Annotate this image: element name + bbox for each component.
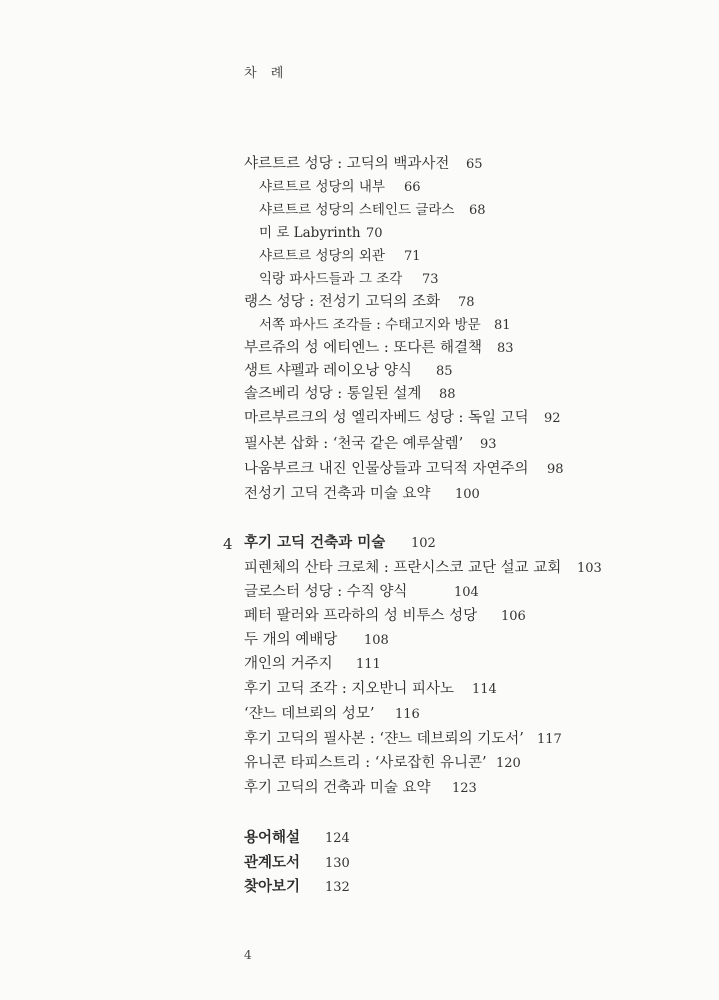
toc-entry-page: 83 [497,341,514,356]
toc-entry [244,154,483,174]
toc-subentry [259,200,486,220]
toc-entry-page: 70 [366,226,383,241]
toc-entry-page: 120 [496,756,521,771]
toc-entry-page: 124 [325,831,350,846]
toc-entry [244,679,497,699]
toc-entry-page: 130 [325,856,350,871]
toc-entry-title: 생트 샤펠과 레이오낭 양식 [244,363,412,379]
toc-entry [244,630,389,650]
page-header: 차 례 [244,66,289,81]
toc-entry [244,582,479,602]
toc-entry [244,778,477,798]
toc-entry [244,606,526,626]
toc-entry-title: 유니콘 타피스트리 : ‘사로잡힌 유니콘’ [244,755,487,771]
toc-entry-page: 114 [472,682,497,697]
toc-entry [244,459,564,479]
toc-entry-title: 익랑 파사드들과 그 조각 [259,271,403,287]
toc-entry-title: 부르쥬의 성 에티엔느 : 또다른 해결책 [244,340,483,356]
toc-entry [244,704,420,724]
toc-subentry [259,315,511,335]
toc-entry [244,558,602,578]
toc-entry-title: 랭스 성당 : 전성기 고딕의 조화 [244,294,441,310]
chapter-number: 4 [223,535,233,553]
toc-entry-page: 68 [469,203,486,218]
toc-entry-title: 필사본 삽화 : ‘천국 같은 예루살렘’ [244,436,464,452]
toc-entry-title: 찾아보기 [244,878,301,895]
toc-entry-title: 서쪽 파사드 조각들 : 수태고지와 방문 [259,317,481,333]
toc-entry [244,292,475,312]
toc-entry [244,338,514,358]
toc-entry [244,484,480,504]
toc-entry-page: 106 [501,609,526,624]
toc-entry-page: 71 [404,249,421,264]
toc-entry-title: 샤르트르 성당의 내부 [259,179,385,195]
chapter-title [244,533,436,553]
toc-entry-page: 111 [356,657,381,672]
toc-entry-title: 샤르트르 성당의 스테인드 글라스 [259,202,455,218]
toc-entry-page: 85 [436,364,453,379]
toc-entry-page: 65 [466,157,483,172]
toc-entry-title: 용어해설 [244,829,301,846]
appendix-entry [244,853,350,873]
toc-entry-page: 81 [494,318,511,333]
appendix-entry [244,828,350,848]
toc-entry-title: 후기 고딕 건축과 미술 [244,534,386,551]
toc-entry-title: 두 개의 예배당 [244,632,338,648]
toc-entry-page: 102 [411,536,436,551]
toc-entry-page: 123 [452,781,477,796]
toc-entry [244,753,521,773]
toc-entry-title: 후기 고딕의 건축과 미술 요약 [244,780,431,796]
toc-entry-page: 98 [547,462,564,477]
toc-entry-title: 개인의 거주지 [244,656,333,672]
toc-entry-title: 피렌체의 산타 크로체 : 프란시스코 교단 설교 교회 [244,560,562,576]
toc-subentry [259,177,421,197]
toc-entry-page: 108 [364,633,389,648]
toc-entry-title: 관계도서 [244,854,301,871]
toc-entry [244,654,381,674]
toc-entry-title: 페터 팔러와 프라하의 성 비투스 성당 [244,608,478,624]
page-number: 4 [244,948,252,962]
toc-entry-title: 샤르트르 성당의 외관 [259,248,385,264]
toc-entry-page: 78 [458,295,475,310]
toc-entry [244,434,497,454]
toc-entry-page: 104 [454,585,479,600]
toc-entry-title: 전성기 고딕 건축과 미술 요약 [244,486,431,502]
toc-subentry [259,223,383,243]
toc-entry-title: 글로스터 성당 : 수직 양식 [244,584,408,600]
appendix-entry [244,877,350,897]
toc-entry-page: 93 [480,437,497,452]
toc-entry-title: 후기 고딕의 필사본 : ‘쟌느 데브뢰의 기도서’ [244,731,524,747]
toc-entry-page: 88 [439,387,456,402]
toc-entry-page: 116 [395,707,420,722]
toc-entry-title: 후기 고딕 조각 : 지오반니 피사노 [244,681,455,697]
toc-entry-title: ‘쟌느 데브뢰의 성모’ [244,706,375,722]
toc-entry-page: 66 [404,180,421,195]
toc-subentry [259,269,439,289]
toc-entry-page: 132 [325,880,350,895]
toc-entry-page: 103 [577,561,602,576]
toc-entry-page: 117 [537,732,562,747]
toc-entry-title: 미 로 Labyrinth [259,225,361,241]
toc-entry [244,408,561,428]
toc-subentry [259,246,421,266]
toc-entry [244,729,562,749]
toc-entry-title: 샤르트르 성당 : 고딕의 백과사전 [244,156,450,172]
toc-entry-title: 나움부르크 내진 인물상들과 고딕적 자연주의 [244,461,529,477]
toc-entry-page: 100 [455,487,480,502]
toc-entry [244,384,456,404]
toc-entry-page: 73 [422,272,439,287]
toc-entry-title: 마르부르크의 성 엘리자베드 성당 : 독일 고딕 [244,410,529,426]
toc-entry-page: 92 [544,411,561,426]
toc-entry-title: 솔즈베리 성당 : 통일된 설계 [244,386,422,402]
toc-entry [244,361,453,381]
